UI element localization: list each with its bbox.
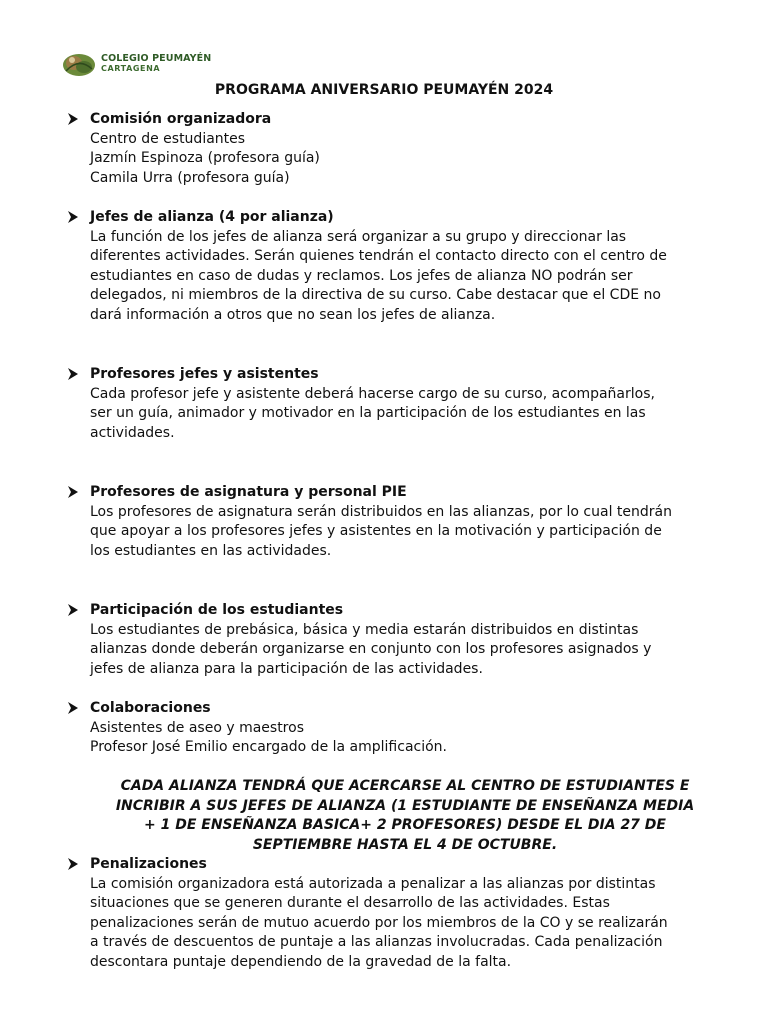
section-body (90, 875, 726, 973)
body-line: estudiantes en caso de dudas y reclamos. Los jefes de alianza NO podrán ser (90, 267, 633, 284)
body-line: Cada profesor jefe y asistente deberá hacerse cargo de su curso, acompañarlos, (90, 385, 655, 402)
body-line: jefes de alianza para la participación de las actividades. (90, 660, 483, 677)
section-heading: Jefes de alianza (4 por alianza) (90, 209, 334, 225)
section-profesores-jefes (66, 365, 726, 443)
body-line: alianzas donde deberán organizarse en conjunto con los profesores asignados y (90, 641, 652, 657)
section-jefes-de-alianza (66, 208, 726, 325)
notice-line: CADA ALIANZA TENDRÁ QUE ACERCARSE AL CENTRO DE ESTUDIANTES E (120, 778, 690, 794)
school-logo (62, 50, 211, 78)
body-line: situaciones que se generen durante el desarrollo de las actividades. Estas (90, 895, 610, 911)
arrowhead-bullet-icon (66, 857, 80, 871)
body-line: Profesor José Emilio encargado de la amplificación. (90, 739, 447, 755)
document-title: PROGRAMA ANIVERSARIO PEUMAYÉN 2024 (214, 82, 554, 98)
section-heading: Profesores de asignatura y personal PIE (90, 484, 407, 500)
body-line: a través de descuentos de puntaje a las alianzas involucradas. Cada penalización (90, 934, 663, 950)
body-line: descontara puntaje dependiendo de la gravedad de la falta. (90, 953, 512, 970)
registration-notice (80, 777, 730, 855)
body-line: dará información a otros que no sean los jefes de alianza. (90, 306, 496, 323)
logo-text (101, 54, 211, 74)
body-line: que apoyar a los profesores jefes y asistentes en la motivación y participación de (90, 523, 662, 539)
body-line: Jazmín Espinoza (profesora guía) (90, 150, 320, 166)
body-line: La comisión organizadora está autorizada a penalizar a las alianzas por distintas (90, 875, 656, 892)
section-body (90, 719, 726, 758)
section-heading: Profesores jefes y asistentes (90, 366, 319, 382)
body-line: actividades. (90, 424, 175, 441)
section-participacion-estudiantes (66, 601, 726, 679)
arrowhead-bullet-icon (66, 485, 80, 499)
section-body (90, 228, 726, 326)
body-line: los estudiantes en las actividades. (90, 542, 332, 559)
section-heading: Comisión organizadora (90, 111, 272, 127)
arrowhead-bullet-icon (66, 367, 80, 381)
section-penalizaciones (66, 855, 726, 972)
section-comision-organizadora (66, 110, 726, 188)
notice-line: + 1 DE ENSEÑANZA BASICA+ 2 PROFESORES) DESDE EL DIA 27 DE (144, 817, 666, 833)
body-line: Los profesores de asignatura serán distribuidos en las alianzas, por lo cual tendrán (90, 503, 672, 520)
notice-line: SEPTIEMBRE HASTA EL 4 DE OCTUBRE. (252, 836, 558, 853)
arrowhead-bullet-icon (66, 603, 80, 617)
logo-school-name: COLEGIO PEUMAYÉN (101, 53, 212, 64)
school-emblem-icon (62, 51, 96, 77)
body-line: diferentes actividades. Serán quienes tendrán el contacto directo con el centro de (90, 248, 667, 264)
arrowhead-bullet-icon (66, 701, 80, 715)
arrowhead-bullet-icon (66, 112, 80, 126)
section-heading: Colaboraciones (90, 700, 211, 716)
section-colaboraciones (66, 699, 726, 758)
body-line: Camila Urra (profesora guía) (90, 169, 290, 186)
section-heading: Penalizaciones (90, 856, 207, 872)
body-line: Centro de estudiantes (90, 130, 246, 147)
body-line: La función de los jefes de alianza será organizar a su grupo y direccionar las (90, 228, 627, 245)
logo-city: CARTAGENA (101, 64, 161, 73)
section-heading: Participación de los estudiantes (90, 602, 344, 618)
body-line: Los estudiantes de prebásica, básica y media estarán distribuidos en distintas (90, 621, 639, 638)
section-body (90, 385, 726, 444)
section-body (90, 130, 726, 189)
section-body (90, 503, 726, 562)
arrowhead-bullet-icon (66, 210, 80, 224)
body-line: Asistentes de aseo y maestros (90, 719, 304, 736)
body-line: delegados, ni miembros de la directiva de su curso. Cabe destacar que el CDE no (90, 287, 661, 303)
body-line: ser un guía, animador y motivador en la participación de los estudiantes en las (90, 405, 646, 421)
body-line: penalizaciones serán de mutuo acuerdo por los miembros de la CO y se realizarán (90, 914, 668, 931)
section-body (90, 621, 726, 680)
notice-line: INCRIBIR A SUS JEFES DE ALIANZA (1 ESTUDIANTE DE ENSEÑANZA MEDIA (115, 797, 695, 814)
section-profesores-asignatura (66, 483, 726, 561)
